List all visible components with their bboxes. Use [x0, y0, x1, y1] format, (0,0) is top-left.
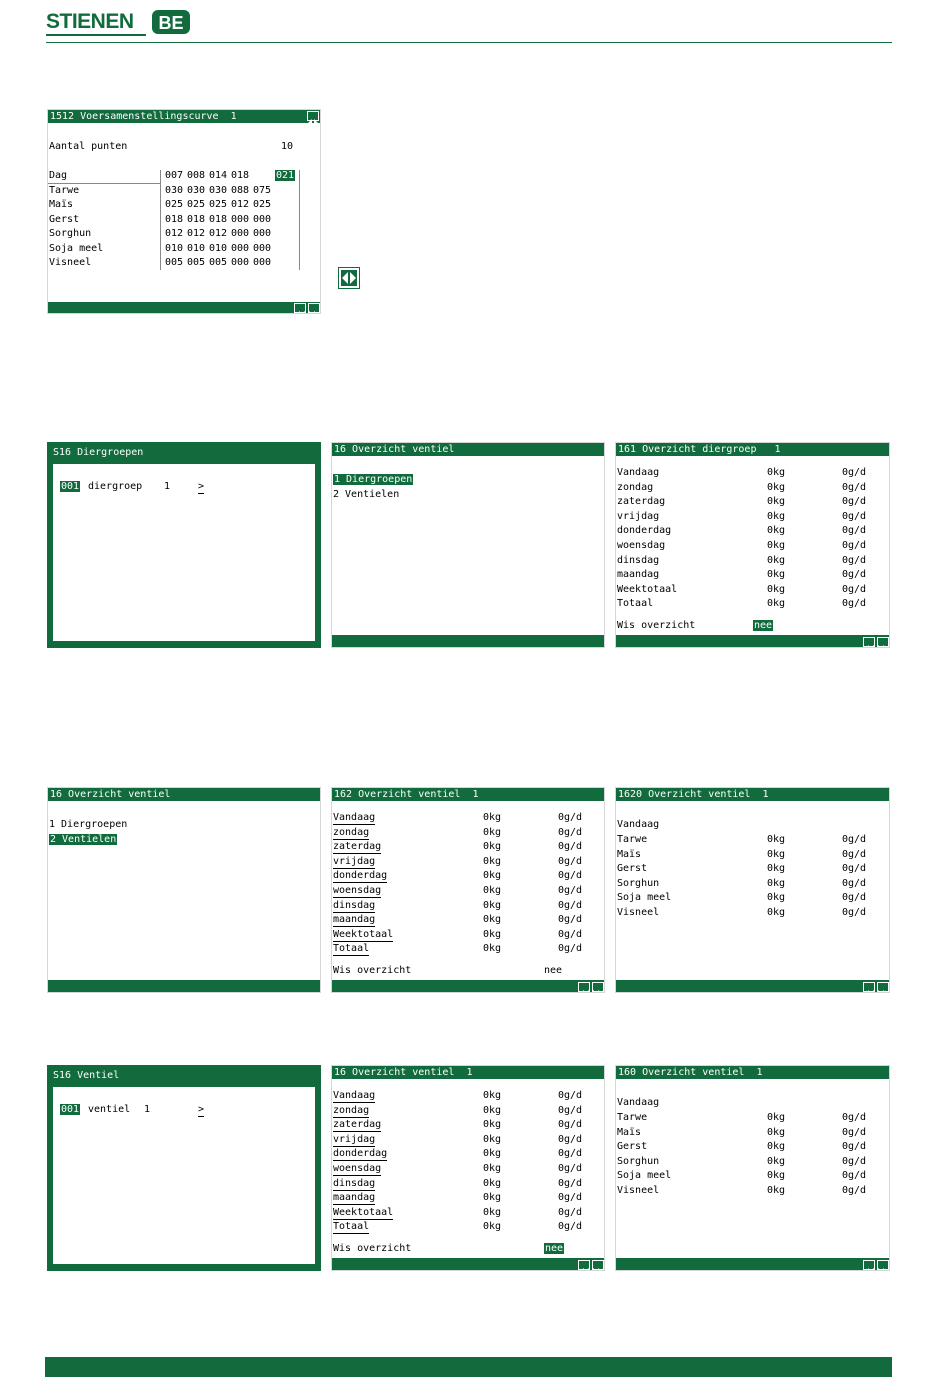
row-rate-value: 0g/d [842, 481, 867, 493]
row-label: Sorghun [617, 877, 660, 889]
row-rate-value: 0g/d [558, 826, 583, 838]
row-label: donderdag [617, 525, 672, 537]
wis-overview-label: Wis overzicht [333, 1243, 412, 1254]
menu-item-diergroepen[interactable]: 1 Diergroepen [49, 819, 128, 830]
cell-value[interactable]: 010 [209, 242, 228, 254]
row-label: Maïs [617, 848, 642, 860]
wis-overview-wrap [753, 620, 773, 632]
next-page-icon[interactable] [877, 982, 889, 992]
cell-value[interactable]: 030 [209, 184, 228, 196]
cell-value[interactable]: 000 [253, 213, 272, 225]
row-label: Weektotaal [333, 928, 394, 940]
column-divider-right [299, 170, 300, 270]
row-label: dinsdag [333, 1177, 376, 1189]
cell-value[interactable]: 018 [165, 213, 184, 225]
row-kg-value: 0kg [767, 1141, 786, 1153]
row-kg-value: 0kg [767, 848, 786, 860]
row-label: Maïs [617, 1126, 642, 1138]
brand-mark-icon [152, 8, 192, 36]
screen-s16-ventiel [47, 1065, 321, 1271]
row-kg-value: 0kg [483, 1133, 502, 1145]
row-rate-value: 0g/d [842, 525, 867, 537]
row-label: dinsdag [333, 899, 376, 911]
cell-value[interactable]: 007 [165, 170, 184, 181]
row-label: woensdag [333, 1163, 382, 1174]
row-kg-value: 0kg [483, 870, 502, 882]
row-label: Vandaag [333, 1090, 376, 1101]
row-label: zondag [617, 481, 654, 493]
row-label: Tarwe [617, 1112, 648, 1123]
row-rate-value: 0g/d [558, 943, 583, 955]
screen-footer [332, 1258, 605, 1271]
row-label: woensdag [333, 885, 382, 896]
cell-value[interactable]: 088 [231, 184, 250, 196]
row-label: Gerst [617, 863, 648, 875]
row-label: maandag [333, 1192, 376, 1204]
row-rate-value: 0g/d [842, 510, 867, 522]
row-kg-value: 0kg [483, 1206, 502, 1218]
screen-title: 16 Overzicht ventiel [332, 443, 605, 456]
row-label: Gerst [49, 213, 80, 225]
row-kg-value: 0kg [767, 481, 786, 493]
row-label: Weektotaal [617, 583, 678, 595]
cell-value[interactable]: 008 [187, 170, 206, 181]
row-rate-value: 0g/d [842, 569, 867, 581]
row-rate-value: 0g/d [842, 877, 867, 889]
selected-cell[interactable]: 021 [276, 170, 295, 181]
prev-page-icon[interactable] [294, 303, 306, 313]
row-kg-value: 0kg [483, 899, 502, 911]
screen-footer [48, 980, 321, 993]
row-kg-value: 0kg [767, 892, 786, 904]
row-rate-value: 0g/d [558, 1221, 583, 1233]
valve-number[interactable]: 001 [61, 1104, 80, 1115]
row-kg-value: 0kg [483, 928, 502, 940]
row-label: Visneel [617, 1185, 660, 1196]
cell-value[interactable]: 030 [165, 184, 184, 196]
row-rate-value: 0g/d [558, 812, 583, 823]
screen-footer [332, 980, 605, 993]
row-kg-value: 0kg [767, 598, 786, 610]
cell-value[interactable]: 075 [253, 184, 272, 196]
row-rate-value: 0g/d [842, 1112, 867, 1123]
cell-value[interactable]: 005 [187, 257, 206, 268]
row-label: Soja meel [617, 1170, 672, 1182]
row-kg-value: 0kg [767, 540, 786, 551]
cell-value[interactable]: 000 [253, 242, 272, 254]
row-kg-value: 0kg [767, 834, 786, 845]
prev-page-icon[interactable] [863, 1260, 875, 1270]
next-page-icon[interactable] [308, 303, 320, 313]
toggle-key-icon [339, 268, 359, 288]
row-label: Visneel [49, 257, 92, 268]
screen-footer [616, 635, 890, 648]
row-rate-value: 0g/d [842, 540, 867, 551]
next-page-icon[interactable] [592, 1260, 604, 1270]
screen-footer [332, 635, 605, 648]
row-kg-value: 0kg [483, 1192, 502, 1204]
row-kg-value: 0kg [767, 1126, 786, 1138]
row-rate-value: 0g/d [558, 855, 583, 867]
cell-value[interactable]: 014 [209, 170, 228, 181]
points-value[interactable]: 10 [281, 141, 294, 152]
cell-value[interactable]: 018 [187, 213, 206, 225]
header-divider [46, 42, 892, 43]
wis-overview-wrap [544, 965, 562, 977]
row-label: vrijdag [333, 1133, 376, 1145]
row-label: Soja meel [617, 892, 672, 904]
row-kg-value: 0kg [483, 1104, 502, 1116]
wis-overview-label: Wis overzicht [333, 965, 412, 976]
cell-value[interactable]: 030 [187, 184, 206, 196]
cell-value[interactable]: 025 [209, 199, 228, 210]
screen-title: 1512 Voersamenstellingscurve 1 [48, 110, 321, 123]
screen-16-menu-a [331, 442, 605, 648]
row-kg-value: 0kg [483, 812, 502, 823]
row-rate-value: 0g/d [842, 848, 867, 860]
row-kg-value: 0kg [767, 1185, 786, 1196]
row-kg-value: 0kg [483, 1221, 502, 1233]
cell-value[interactable]: 010 [187, 242, 206, 254]
wis-overview-value[interactable]: nee [544, 965, 563, 976]
screen-title: 16 Overzicht ventiel 1 [332, 1066, 605, 1079]
row-label: donderdag [333, 870, 388, 882]
screen-16-overzicht [331, 1065, 605, 1271]
row-kg-value: 0kg [767, 863, 786, 875]
row-rate-value: 0g/d [842, 834, 867, 845]
page-footer-bar [45, 1357, 892, 1377]
row-kg-value: 0kg [767, 877, 786, 889]
cell-value[interactable]: 000 [253, 228, 272, 239]
screen-title: S16 Ventiel [53, 1070, 120, 1081]
row-rate-value: 0g/d [842, 1170, 867, 1182]
row-rate-value: 0g/d [842, 496, 867, 508]
cell-value[interactable]: 012 [231, 199, 250, 210]
screen-title: 1620 Overzicht ventiel 1 [616, 788, 890, 801]
cell-value[interactable]: 018 [231, 170, 250, 181]
screen-1620 [615, 787, 890, 993]
row-rate-value: 0g/d [558, 928, 583, 940]
row-rate-value: 0g/d [842, 907, 867, 918]
row-label: Visneel [617, 907, 660, 918]
row-label: Dag [49, 170, 68, 181]
row-rate-value: 0g/d [842, 892, 867, 904]
row-kg-value: 0kg [483, 826, 502, 838]
row-kg-value: 0kg [483, 914, 502, 926]
row-label: donderdag [333, 1148, 388, 1160]
row-label: Tarwe [617, 834, 648, 845]
row-label: zondag [333, 826, 370, 838]
row-label: Maïs [49, 199, 74, 210]
row-rate-value: 0g/d [558, 1133, 583, 1145]
row-label: Vandaag [617, 467, 660, 478]
row-kg-value: 0kg [483, 841, 502, 853]
row-kg-value: 0kg [483, 1163, 502, 1174]
row-rate-value: 0g/d [842, 1155, 867, 1167]
prev-page-icon[interactable] [863, 982, 875, 992]
row-label: Weektotaal [333, 1206, 394, 1218]
row-kg-value: 0kg [767, 1170, 786, 1182]
brand-mark-text: BE [158, 13, 184, 33]
cell-value[interactable]: 012 [165, 228, 184, 239]
row-label: dinsdag [617, 554, 660, 566]
row-rate-value: 0g/d [558, 914, 583, 926]
valve-label: ventiel [88, 1104, 131, 1115]
group-value: 1 [164, 481, 171, 492]
row-kg-value: 0kg [483, 855, 502, 867]
selected-cell-wrap [275, 170, 295, 182]
head-label: Vandaag [617, 819, 660, 830]
row-kg-value: 0kg [483, 943, 502, 955]
menu-item-ventielen[interactable]: 2 Ventielen [333, 489, 400, 500]
row-rate-value: 0g/d [558, 870, 583, 882]
screen-title: 161 Overzicht diergroep 1 [616, 443, 890, 456]
row-label: Tarwe [49, 184, 80, 196]
cell-value[interactable]: 000 [231, 242, 250, 254]
row-label: zaterdag [333, 1119, 382, 1131]
row-kg-value: 0kg [767, 583, 786, 595]
row-rate-value: 0g/d [842, 598, 867, 610]
row-label: Totaal [333, 1221, 370, 1233]
screen-160 [615, 1065, 890, 1271]
row-label: maandag [617, 569, 660, 581]
chevron-right-icon[interactable]: > [198, 1104, 205, 1115]
chevron-right-icon[interactable]: > [198, 481, 205, 492]
screen-title: 160 Overzicht ventiel 1 [616, 1066, 890, 1079]
row-kg-value: 0kg [767, 496, 786, 508]
screen-162 [331, 787, 605, 993]
row-label: vrijdag [333, 855, 376, 867]
screen-16-menu-b [47, 787, 321, 993]
row-rate-value: 0g/d [842, 554, 867, 566]
row-kg-value: 0kg [767, 907, 786, 918]
row-label: Sorghun [617, 1155, 660, 1167]
group-label: diergroep [88, 481, 143, 492]
prev-page-icon[interactable] [578, 1260, 590, 1270]
wis-overview-value[interactable]: nee [545, 1243, 564, 1254]
row-label: Totaal [333, 943, 370, 955]
screen-161 [615, 442, 890, 648]
row-rate-value: 0g/d [842, 1185, 867, 1196]
next-page-icon[interactable] [592, 982, 604, 992]
row-kg-value: 0kg [483, 1148, 502, 1160]
row-rate-value: 0g/d [558, 1119, 583, 1131]
row-kg-value: 0kg [483, 1090, 502, 1101]
cell-value[interactable]: 018 [209, 213, 228, 225]
row-rate-value: 0g/d [842, 467, 867, 478]
row-rate-value: 0g/d [842, 1141, 867, 1153]
row-kg-value: 0kg [767, 554, 786, 566]
row-label: zaterdag [617, 496, 666, 508]
row-rate-value: 0g/d [558, 1177, 583, 1189]
next-page-icon[interactable] [877, 1260, 889, 1270]
wis-overview-value[interactable]: nee [754, 620, 773, 631]
brand-name: STIENEN [46, 10, 134, 33]
row-kg-value: 0kg [767, 467, 786, 478]
prev-page-icon[interactable] [578, 982, 590, 992]
cell-value[interactable]: 000 [231, 213, 250, 225]
prev-page-icon[interactable] [863, 637, 875, 647]
row-kg-value: 0kg [767, 525, 786, 537]
cell-value[interactable]: 025 [253, 199, 272, 210]
screen-1512 [47, 109, 321, 314]
wis-overview-wrap [544, 1243, 564, 1255]
row-kg-value: 0kg [483, 1177, 502, 1189]
cell-value[interactable]: 012 [209, 228, 228, 239]
cell-value[interactable]: 000 [231, 228, 250, 239]
row-rate-value: 0g/d [842, 583, 867, 595]
menu-item-ventielen[interactable]: 2 Ventielen [50, 834, 117, 845]
cell-value[interactable]: 025 [187, 199, 206, 210]
row-rate-value: 0g/d [558, 885, 583, 896]
screen-title: S16 Diergroepen [53, 447, 144, 458]
valve-value: 1 [144, 1104, 151, 1115]
row-label: vrijdag [617, 510, 660, 522]
screen-s16-diergroepen [47, 442, 321, 648]
cell-value[interactable]: 000 [231, 257, 250, 268]
row-label: zaterdag [333, 841, 382, 853]
screen-title: 16 Overzicht ventiel [48, 788, 321, 801]
cell-value[interactable]: 010 [165, 242, 184, 254]
points-label: Aantal punten [49, 141, 128, 152]
cell-value[interactable]: 000 [253, 257, 272, 268]
row-label: maandag [333, 914, 376, 926]
cell-value[interactable]: 005 [165, 257, 184, 268]
row-label: Sorghun [49, 228, 92, 239]
screen-footer [616, 1258, 890, 1271]
row-rate-value: 0g/d [558, 1104, 583, 1116]
row-kg-value: 0kg [767, 1112, 786, 1123]
brand-underline [46, 34, 146, 36]
menu-item-diergroepen[interactable]: 1 Diergroepen [334, 474, 413, 485]
screen-footer [616, 980, 890, 993]
row-rate-value: 0g/d [842, 863, 867, 875]
row-label: woensdag [617, 540, 666, 551]
row-rate-value: 0g/d [558, 899, 583, 911]
wis-overview-label: Wis overzicht [617, 620, 696, 631]
row-rate-value: 0g/d [558, 1090, 583, 1101]
group-number[interactable]: 001 [61, 481, 80, 492]
row-label: Vandaag [333, 812, 376, 823]
row-label: Totaal [617, 598, 654, 610]
row-rate-value: 0g/d [842, 1126, 867, 1138]
row-label: Soja meel [49, 242, 104, 254]
column-divider [160, 170, 161, 270]
row-rate-value: 0g/d [558, 841, 583, 853]
row-rate-value: 0g/d [558, 1206, 583, 1218]
screen-footer [48, 302, 321, 314]
row-kg-value: 0kg [483, 1119, 502, 1131]
row-rate-value: 0g/d [558, 1192, 583, 1204]
row-kg-value: 0kg [767, 510, 786, 522]
row-rate-value: 0g/d [558, 1148, 583, 1160]
row-kg-value: 0kg [767, 569, 786, 581]
head-label: Vandaag [617, 1097, 660, 1108]
row-rate-value: 0g/d [558, 1163, 583, 1174]
row-kg-value: 0kg [483, 885, 502, 896]
cell-value[interactable]: 012 [187, 228, 206, 239]
row-kg-value: 0kg [767, 1155, 786, 1167]
screen-title: 162 Overzicht ventiel 1 [332, 788, 605, 801]
cell-value[interactable]: 005 [209, 257, 228, 268]
row-label: Gerst [617, 1141, 648, 1153]
cell-value[interactable]: 025 [165, 199, 184, 210]
nav-toggle-icon[interactable] [307, 111, 319, 121]
row-label: zondag [333, 1104, 370, 1116]
next-page-icon[interactable] [877, 637, 889, 647]
